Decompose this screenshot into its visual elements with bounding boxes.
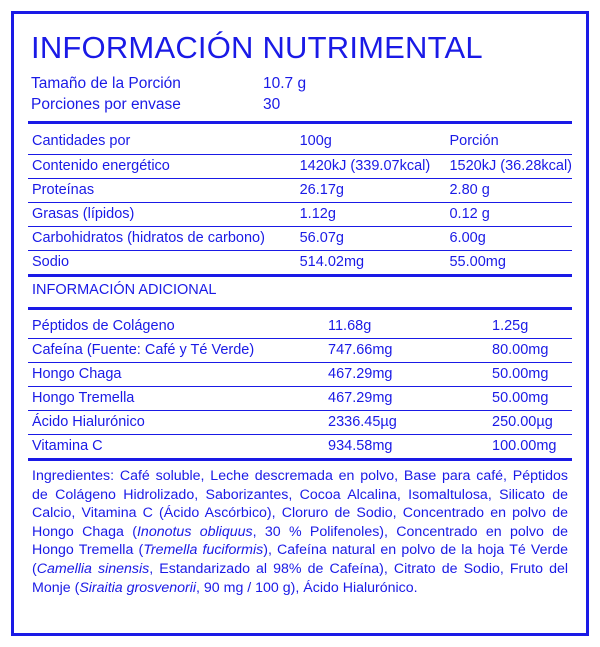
row-value-100g: 747.66mg (324, 339, 488, 363)
header-amounts-per: Cantidades por (28, 129, 296, 155)
row-value-portion: 6.00g (445, 227, 572, 251)
row-label: Péptidos de Colágeno (28, 315, 324, 339)
ingredients-prefix: Ingredientes: Café soluble, Leche descremada en polvo, Base para café, Péptidos de Colágeno Hidrolizado, Saborizantes, Cocoa Alcalina, Isomaltulosa, Silicato de Calcio, Vitamina C (Ácido Ascórbico), Cloruro de Sodio, Concentrado en polvo de Hongo Chaga ( (32, 468, 568, 540)
serving-size-value: 10.7 g (263, 75, 307, 92)
table-row (28, 435, 572, 460)
row-value-100g: 467.29mg (324, 387, 488, 411)
row-value-100g: 2336.45µg (324, 411, 488, 435)
ingredients-latin-name-4: Siraitia grosvenorii (79, 579, 197, 596)
row-value-portion: 50.00mg (488, 387, 572, 411)
header-100g: 100g (296, 129, 446, 155)
label-content (28, 28, 572, 619)
table-row (28, 227, 572, 251)
row-label: Hongo Tremella (28, 387, 324, 411)
row-value-100g: 26.17g (296, 179, 446, 203)
row-value-portion: 1520kJ (36.28kcal) (445, 155, 572, 179)
ingredients-latin-name-1: Inonotus obliquus (136, 523, 253, 540)
row-label: Ácido Hialurónico (28, 411, 324, 435)
additional-info-label: INFORMACIÓN ADICIONAL (32, 282, 217, 298)
serving-size-label: Tamaño de la Porción (31, 75, 181, 92)
row-label: Carbohidratos (hidratos de carbono) (28, 227, 296, 251)
table-row (28, 251, 572, 276)
table-row (28, 315, 572, 339)
ingredients-suffix: , 90 mg / 100 g), Ácido Hialurónico. (196, 579, 418, 596)
row-label: Sodio (28, 251, 296, 276)
row-label: Vitamina C (28, 435, 324, 460)
servings-per-container-row (31, 94, 572, 115)
table-row (28, 179, 572, 203)
ingredients-mid-3: , Estandarizado al 98% de Cafeína), Citrato de Sodio, Fruto del Monje ( (32, 560, 569, 596)
ingredients-latin-name-2: Tremella fuciformis (143, 542, 264, 559)
row-label: Hongo Chaga (28, 363, 324, 387)
row-label: Grasas (lípidos) (28, 203, 296, 227)
row-value-portion: 80.00mg (488, 339, 572, 363)
ingredients-latin-name-3: Camellia sinensis (36, 560, 150, 577)
table-row (28, 155, 572, 179)
table-row (28, 339, 572, 363)
row-value-100g: 56.07g (296, 227, 446, 251)
table-row (28, 387, 572, 411)
row-value-portion: 0.12 g (445, 203, 572, 227)
nutrition-table (28, 129, 572, 277)
row-label: Cafeína (Fuente: Café y Té Verde) (28, 339, 324, 363)
row-value-portion: 50.00mg (488, 363, 572, 387)
ingredients-paragraph (28, 461, 572, 597)
row-value-100g: 934.58mg (324, 435, 488, 460)
serving-info (31, 73, 572, 115)
header-portion: Porción (445, 129, 572, 155)
row-value-100g: 467.29mg (324, 363, 488, 387)
row-value-portion: 2.80 g (445, 179, 572, 203)
ingredients-mid-2: ), Cafeína natural en polvo de la hoja Té Verde ( (32, 542, 568, 577)
additional-nutrition-table (28, 315, 572, 461)
label-border (11, 11, 589, 636)
row-value-portion: 55.00mg (445, 251, 572, 276)
row-label: Proteínas (28, 179, 296, 203)
table-header-row (28, 129, 572, 155)
table-row (28, 363, 572, 387)
page-title: INFORMACIÓN NUTRIMENTAL (31, 30, 483, 65)
row-value-100g: 514.02mg (296, 251, 446, 276)
row-value-portion: 250.00µg (488, 411, 572, 435)
row-value-portion: 1.25g (488, 315, 572, 339)
ingredients-mid-1: , 30 % Polifenoles), Concentrado en polvo de Hongo Tremella ( (32, 523, 568, 559)
table-row (28, 411, 572, 435)
row-value-100g: 11.68g (324, 315, 488, 339)
row-value-100g: 1.12g (296, 203, 446, 227)
row-label: Contenido energético (28, 155, 296, 179)
servings-per-container-value: 30 (263, 96, 281, 113)
serving-size-row (31, 73, 572, 94)
row-value-100g: 1420kJ (339.07kcal) (296, 155, 446, 179)
row-value-portion: 100.00mg (488, 435, 572, 460)
servings-per-container-label: Porciones por envase (31, 96, 181, 113)
table-row (28, 203, 572, 227)
